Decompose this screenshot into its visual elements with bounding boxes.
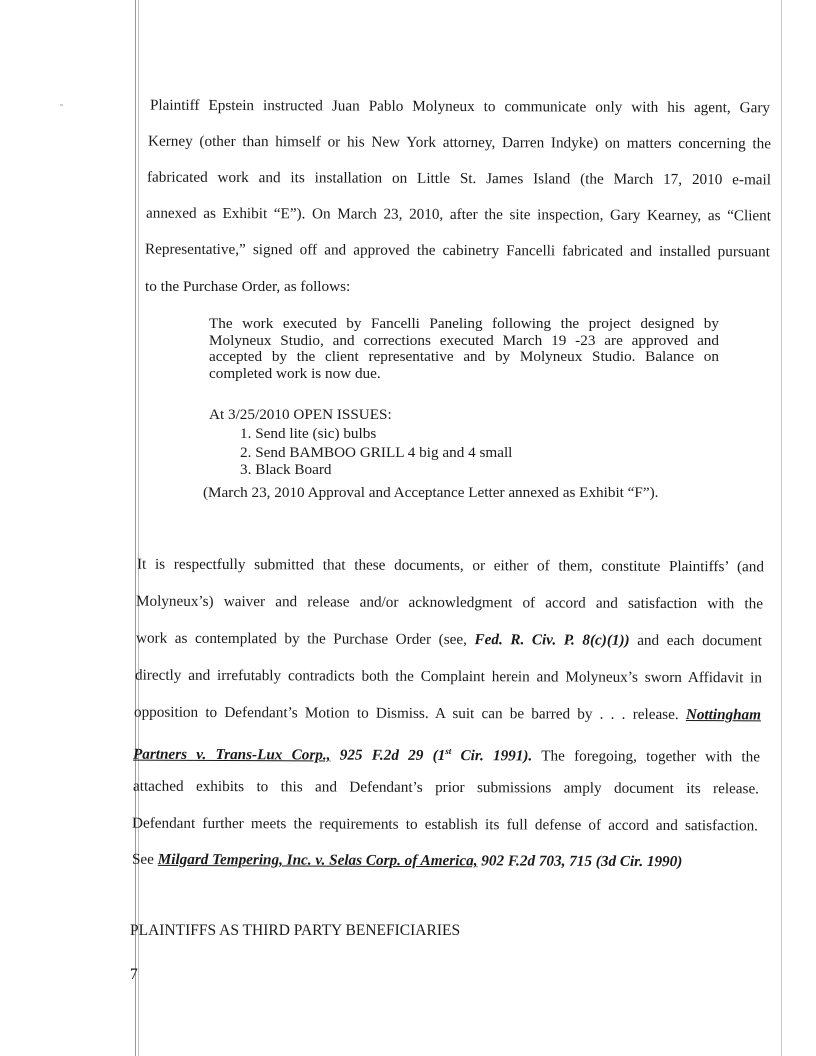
reporter-citation: Cir. 1991).	[451, 747, 533, 765]
paragraph2-line: directly and irrefutably contradicts both the Complaint herein and Molyneux’s sworn Affidavit in	[134, 666, 763, 687]
reporter-citation: 925 F.2d 29 (1	[330, 746, 446, 765]
quote-line: completed work is now due.	[209, 364, 381, 382]
paragraph2-line: attached exhibits to this and Defendant’s prior submissions amply document its release.	[132, 777, 760, 798]
scan-speck	[60, 104, 63, 106]
paragraph2-line	[136, 630, 762, 651]
ordinal-suffix: st	[445, 745, 452, 757]
quote-line: accepted by the client representative and by Molyneux Studio. Balance on	[209, 348, 719, 365]
quote-line: The work executed by Fancelli Paneling following the project designed by	[209, 315, 719, 332]
paragraph2-text: See	[131, 850, 158, 868]
scan-border-left	[135, 0, 136, 1056]
open-issue-item: 3. Black Board	[240, 461, 332, 478]
paragraph2-text: The foregoing, together with the	[532, 747, 761, 766]
paragraph1-line: Kerney (other than himself or his New York attorney, Darren Indyke) on matters concerning the	[147, 132, 772, 153]
paragraph2-line: It is respectfully submitted that these documents, or either of them, constitute Plaintiffs’ (and	[136, 555, 765, 576]
open-issue-item: 1. Send lite (sic) bulbs	[240, 425, 377, 442]
section-heading: PLAINTIFFS AS THIRD PARTY BENEFICIARIES	[130, 922, 461, 939]
paragraph2-line: Defendant further meets the requirements to establish its full defense of accord and satisfaction.	[131, 814, 759, 835]
scan-border-left-inner	[138, 0, 139, 1056]
paragraph2-text: and each document	[629, 631, 763, 650]
paragraph1-line: annexed as Exhibit “E”). On March 23, 2010, after the site inspection, Gary Kearney, as “Client	[145, 204, 772, 225]
paragraph1-line: Plaintiff Epstein instructed Juan Pablo Molyneux to communicate only with his agent, Gary	[149, 96, 771, 117]
case-citation: Nottingham	[685, 706, 762, 724]
reporter-citation: 902 F.2d 703, 715 (3d Cir. 1990)	[477, 852, 683, 871]
open-issues-heading: At 3/25/2010 OPEN ISSUES:	[209, 406, 392, 423]
paragraph2-text: opposition to Defendant’s Motion to Dismiss. A suit can be barred by . . . release.	[133, 703, 686, 724]
scan-border-right	[781, 0, 782, 1056]
page-number: 7	[130, 966, 138, 983]
quote-line: Molyneux Studio, and corrections executed March 19 -23 are approved and	[209, 331, 719, 349]
case-citation: Milgard Tempering, Inc. v. Selas Corp. of America,	[157, 850, 478, 870]
paragraph1-line: to the Purchase Order, as follows:	[145, 278, 351, 295]
approval-quote	[209, 316, 719, 382]
case-citation: Partners v. Trans-Lux Corp.,	[132, 745, 331, 764]
paragraph2-line: Molyneux’s) waiver and release and/or acknowledgment of accord and satisfaction with the	[135, 592, 764, 613]
open-issue-item: 2. Send BAMBOO GRILL 4 big and 4 small	[240, 444, 513, 461]
approval-letter-note: (March 23, 2010 Approval and Acceptance Letter annexed as Exhibit “F”).	[203, 484, 659, 501]
paragraph2-line	[134, 704, 761, 725]
paragraph2-line	[132, 851, 682, 871]
paragraph1-line: Representative,” signed off and approved the cabinetry Fancelli fabricated and installed pursuant	[144, 240, 771, 261]
rule-citation: Fed. R. Civ. P. 8(c)(1))	[474, 631, 630, 649]
paragraph2-text: work as contemplated by the Purchase Order (see,	[135, 629, 475, 649]
paragraph2-line	[133, 741, 760, 767]
paragraph1-line: fabricated work and its installation on Little St. James Island (the March 17, 2010 e-mail	[146, 168, 772, 189]
